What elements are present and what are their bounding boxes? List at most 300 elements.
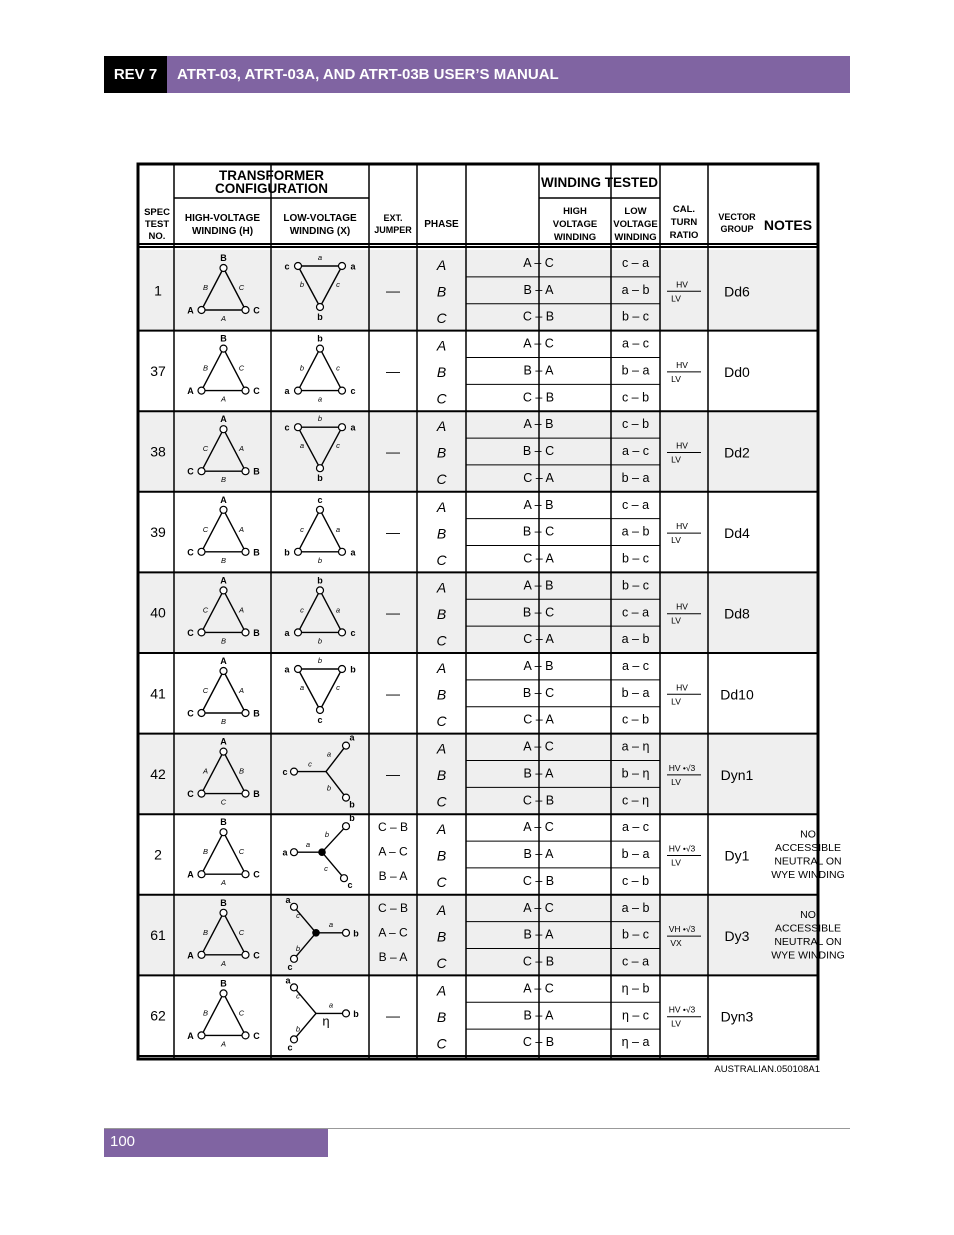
terminal-label: a <box>284 664 290 675</box>
table-row <box>138 495 818 573</box>
high-voltage-winding: B – A <box>523 363 554 378</box>
terminal <box>295 629 302 636</box>
terminal <box>242 1032 249 1039</box>
terminal-label: c <box>284 261 290 272</box>
low-voltage-winding: c – a <box>621 605 650 620</box>
terminal <box>220 426 227 433</box>
turn-ratio-numerator: HV <box>676 440 688 451</box>
terminal <box>198 871 205 878</box>
phase-label: A <box>436 337 447 354</box>
winding-label: A <box>220 1039 227 1049</box>
phase-label: A <box>436 901 447 918</box>
vector-group: Dyn1 <box>720 766 754 783</box>
ext-jumper: — <box>386 282 400 299</box>
terminal-label: B <box>220 817 227 828</box>
high-voltage-winding: B – C <box>522 444 555 459</box>
terminal-label: b <box>317 575 323 586</box>
low-voltage-winding: b – c <box>621 578 650 593</box>
terminal-label: B <box>220 978 227 989</box>
terminal <box>198 307 205 314</box>
terminal <box>220 587 227 594</box>
high-voltage-winding: C – B <box>522 954 555 969</box>
winding-label: B <box>202 1008 209 1018</box>
winding-label: A <box>202 766 209 776</box>
terminal <box>198 387 205 394</box>
terminal <box>339 263 346 270</box>
winding-label: c <box>308 759 312 769</box>
vector-group: Dd2 <box>724 444 750 461</box>
low-voltage-winding: a – c <box>621 659 650 673</box>
terminal-label: A <box>187 869 194 880</box>
low-voltage-winding: c – b <box>621 873 650 888</box>
terminal-label: b <box>284 547 290 558</box>
notes-text: WYE WINDING <box>771 949 845 962</box>
high-voltage-winding: B – C <box>522 524 555 539</box>
winding-label: C <box>202 605 209 615</box>
winding-label: A <box>220 394 227 404</box>
high-voltage-winding: C – B <box>522 309 555 324</box>
winding-label: C <box>238 927 245 937</box>
vector-group: Dd4 <box>724 525 750 542</box>
terminal-label: A <box>187 386 194 397</box>
terminal-label: A <box>220 494 227 505</box>
terminal <box>317 506 324 513</box>
turn-ratio-denominator: LV <box>671 696 681 707</box>
low-voltage-winding: b – a <box>621 363 650 378</box>
terminal-label: A <box>220 736 227 747</box>
phase-label: B <box>436 444 447 461</box>
turn-ratio-denominator: LV <box>671 293 681 304</box>
terminal <box>339 666 346 673</box>
header-spec: NO. <box>148 231 166 242</box>
turn-ratio-numerator: HV <box>676 682 688 693</box>
turn-ratio-denominator: LV <box>671 373 681 384</box>
high-voltage-winding: C – A <box>523 712 554 727</box>
terminal-label: c <box>287 1042 293 1053</box>
header-spec: TEST <box>144 219 170 230</box>
terminal <box>291 903 298 910</box>
terminal-label: b <box>349 799 355 810</box>
turn-ratio-numerator: HV <box>676 601 688 612</box>
turn-ratio-numerator: HV •√3 <box>668 762 696 773</box>
table-row <box>138 813 845 895</box>
terminal-label: B <box>253 466 260 477</box>
winding-label: a <box>317 253 323 262</box>
header-ext-jumper: EXT. <box>383 213 403 223</box>
high-voltage-winding: C – B <box>522 873 555 888</box>
terminal <box>343 823 350 830</box>
winding-label: c <box>296 991 300 1001</box>
phase-label: B <box>436 283 447 300</box>
winding-label: a <box>328 919 334 929</box>
winding-label: b <box>326 783 332 793</box>
revision-label: REV 7 <box>104 56 167 93</box>
terminal-label: c <box>350 386 356 397</box>
high-voltage-winding: B – A <box>523 282 554 297</box>
ext-jumper: C – B <box>377 900 409 915</box>
winding-label: b <box>324 830 330 840</box>
low-voltage-winding: b – a <box>621 847 650 862</box>
winding-label: c <box>300 524 304 534</box>
winding-label: A <box>238 524 245 534</box>
winding-label: a <box>317 394 323 404</box>
page-number: 100 <box>104 1129 328 1157</box>
winding-label: B <box>202 927 209 937</box>
vector-group: Dd10 <box>720 686 754 703</box>
neutral-label: η <box>322 1013 330 1029</box>
notes-text: ACCESSIBLE <box>775 922 841 935</box>
terminal-label: B <box>220 253 227 263</box>
winding-label: B <box>202 847 209 857</box>
spec-test-number: 42 <box>150 765 166 782</box>
low-voltage-winding: c – b <box>621 712 650 727</box>
terminal-label: C <box>187 708 194 719</box>
low-voltage-winding: η – c <box>621 1008 650 1023</box>
neutral-point <box>318 848 326 856</box>
header-cal-turn-ratio: TURN <box>670 217 698 228</box>
winding-label: C <box>202 686 209 695</box>
winding-label: B <box>202 363 209 373</box>
table-row <box>138 975 818 1056</box>
winding-label: A <box>238 686 245 695</box>
low-voltage-winding: c – b <box>621 417 650 432</box>
terminal-label: C <box>253 950 260 961</box>
low-voltage-winding: b – c <box>621 551 650 566</box>
terminal-label: c <box>317 494 323 505</box>
high-voltage-winding: B – A <box>523 1008 554 1023</box>
turn-ratio-denominator: VX <box>670 938 682 949</box>
terminal-label: A <box>187 305 194 316</box>
phase-label: A <box>436 579 447 596</box>
header-high-voltage: WINDING <box>553 232 597 243</box>
terminal-label: A <box>187 1030 194 1041</box>
ext-jumper: A – C <box>378 925 408 940</box>
winding-label: C <box>238 1008 245 1018</box>
winding-label: C <box>238 363 245 373</box>
terminal <box>295 263 302 270</box>
ext-jumper: C – B <box>377 820 409 835</box>
terminal <box>242 548 249 555</box>
turn-ratio-numerator: HV •√3 <box>668 843 696 854</box>
winding-label: c <box>296 910 300 920</box>
high-voltage-winding: B – A <box>523 847 554 862</box>
terminal-label: a <box>350 422 356 433</box>
turn-ratio-numerator: HV <box>676 521 688 532</box>
terminal-label: a <box>282 847 288 858</box>
terminal <box>220 990 227 997</box>
vector-group: Dy1 <box>724 847 750 864</box>
terminal-label: c <box>317 715 323 725</box>
winding-label: b <box>295 943 301 953</box>
winding-label: c <box>336 363 340 373</box>
phase-label: B <box>436 525 447 542</box>
high-voltage-winding: C – A <box>523 551 554 566</box>
winding-label: C <box>220 797 227 807</box>
terminal-label: c <box>282 767 288 778</box>
low-voltage-winding: b – c <box>621 927 650 942</box>
header-high-voltage: VOLTAGE <box>552 219 598 230</box>
spec-test-number: 40 <box>150 604 166 621</box>
terminal <box>295 666 302 673</box>
turn-ratio-denominator: LV <box>671 776 681 787</box>
phase-label: C <box>436 310 447 326</box>
phase-label: C <box>436 632 447 649</box>
header-ext-jumper: JUMPER <box>374 225 412 235</box>
winding-label: a <box>335 605 341 615</box>
phase-label: C <box>436 551 447 568</box>
spec-test-number: 2 <box>154 846 162 863</box>
terminal-label: C <box>187 789 194 800</box>
high-voltage-winding: C – B <box>522 390 555 405</box>
terminal <box>220 909 227 916</box>
terminal <box>295 548 302 555</box>
table-row <box>138 656 818 734</box>
header-phase: PHASE <box>424 219 459 230</box>
ext-jumper: — <box>386 362 400 379</box>
terminal <box>295 424 302 431</box>
table-row <box>138 334 818 412</box>
low-voltage-winding: c – a <box>621 954 650 969</box>
phase-label: A <box>436 418 447 435</box>
terminal <box>220 506 227 513</box>
winding-label: A <box>220 878 227 888</box>
winding-label: b <box>299 363 305 373</box>
high-voltage-winding: A – C <box>523 739 554 754</box>
terminal-label: a <box>349 732 355 743</box>
terminal-label: c <box>287 961 293 972</box>
terminal-label: C <box>253 386 260 397</box>
turn-ratio-denominator: LV <box>671 535 681 546</box>
ext-jumper: — <box>386 685 400 702</box>
terminal-label: A <box>187 950 194 961</box>
winding-label: B <box>220 475 227 485</box>
terminal-label: a <box>285 975 291 986</box>
terminal <box>242 790 249 797</box>
spec-test-number: 38 <box>150 443 166 460</box>
winding-label: B <box>220 717 227 726</box>
terminal-label: A <box>220 414 227 425</box>
phase-label: B <box>436 767 447 784</box>
phase-label: C <box>436 874 447 891</box>
winding-label: A <box>238 444 245 454</box>
winding-label: b <box>317 656 323 665</box>
high-voltage-winding: A – C <box>523 820 554 835</box>
terminal <box>242 710 249 717</box>
terminal-label: a <box>284 627 290 638</box>
low-voltage-winding: c – η <box>621 793 650 808</box>
terminal <box>295 387 302 394</box>
terminal <box>343 929 350 936</box>
terminal-label: A <box>220 575 227 586</box>
terminal <box>198 1032 205 1039</box>
phase-label: C <box>436 1035 447 1052</box>
low-voltage-winding: a – b <box>621 900 650 915</box>
terminal-label: a <box>284 386 290 397</box>
winding-label: a <box>299 441 305 451</box>
winding-label: a <box>335 524 341 534</box>
vector-group: Dyn3 <box>720 1008 754 1025</box>
neutral-point <box>312 929 320 937</box>
manual-title: ATRT-03, ATRT-03A, AND ATRT-03B USER’S MANUAL <box>167 56 850 93</box>
winding-label: C <box>238 847 245 857</box>
terminal <box>343 742 350 749</box>
terminal-label: b <box>349 813 355 824</box>
phase-label: A <box>436 821 447 838</box>
winding-label: c <box>324 864 328 874</box>
winding-label: C <box>202 444 209 454</box>
header-hv-winding: WINDING (H) <box>191 226 254 237</box>
high-voltage-winding: C – A <box>523 470 554 485</box>
spec-test-number: 41 <box>150 685 166 702</box>
winding-label: B <box>238 766 245 776</box>
terminal-label: b <box>350 664 356 675</box>
terminal-label: b <box>317 312 323 322</box>
terminal <box>291 984 298 991</box>
high-voltage-winding: A – C <box>523 900 554 915</box>
spec-test-number: 61 <box>150 927 166 944</box>
ext-jumper: — <box>386 443 400 460</box>
notes-text: ACCESSIBLE <box>775 842 841 854</box>
low-voltage-winding: η – a <box>621 1035 650 1050</box>
turn-ratio-numerator: HV •√3 <box>668 1004 696 1015</box>
vector-group: Dd8 <box>724 605 750 622</box>
terminal <box>220 748 227 755</box>
terminal <box>220 345 227 352</box>
high-voltage-winding: B – A <box>523 766 554 781</box>
terminal-label: C <box>253 869 260 880</box>
high-voltage-winding: A – B <box>523 417 554 432</box>
ext-jumper: B – A <box>378 869 408 884</box>
notes-text: WYE WINDING <box>771 869 845 881</box>
high-voltage-winding: C – B <box>522 1035 555 1050</box>
high-voltage-winding: A – B <box>523 578 554 593</box>
phase-label: C <box>436 793 447 810</box>
terminal <box>242 951 249 958</box>
terminal <box>220 668 227 675</box>
winding-label: a <box>328 1000 334 1010</box>
header-low-voltage: VOLTAGE <box>613 219 658 230</box>
winding-label: b <box>317 555 323 565</box>
terminal <box>339 424 346 431</box>
phase-label: B <box>436 605 447 622</box>
winding-label: c <box>336 280 340 289</box>
phase-label: B <box>436 847 447 864</box>
terminal-label: B <box>220 333 227 344</box>
high-voltage-winding: A – C <box>523 981 554 996</box>
terminal-label: B <box>253 627 260 638</box>
terminal <box>343 1010 350 1017</box>
spec-test-number: 62 <box>150 1007 166 1024</box>
winding-label: B <box>202 283 209 292</box>
high-voltage-winding: B – C <box>522 605 555 620</box>
terminal <box>242 307 249 314</box>
turn-ratio-denominator: LV <box>671 615 681 626</box>
high-voltage-winding: C – A <box>523 632 554 647</box>
spec-test-number: 39 <box>150 524 166 541</box>
turn-ratio-denominator: LV <box>671 454 681 465</box>
low-voltage-winding: a – c <box>621 444 650 459</box>
phase-label: B <box>436 364 447 381</box>
terminal-label: B <box>220 897 227 908</box>
turn-ratio-numerator: HV <box>676 359 688 370</box>
figure-id: AUSTRALIAN.050108A1 <box>714 1064 820 1075</box>
notes-text: NO <box>800 909 816 922</box>
phase-label: C <box>436 713 447 729</box>
phase-label: A <box>436 982 447 999</box>
vector-group: Dy3 <box>724 928 750 945</box>
terminal <box>242 871 249 878</box>
header-lv-winding: WINDING (X) <box>289 226 351 237</box>
terminal <box>339 548 346 555</box>
winding-label: c <box>336 441 340 451</box>
header-spec: SPEC <box>144 207 170 218</box>
low-voltage-winding: a – b <box>621 632 650 647</box>
low-voltage-winding: c – b <box>621 390 650 405</box>
terminal <box>341 875 348 882</box>
high-voltage-winding: A – B <box>523 659 554 673</box>
terminal <box>198 468 205 475</box>
spec-test-number: 37 <box>150 362 166 379</box>
header-vector-group: VECTOR <box>718 212 756 222</box>
winding-label: a <box>305 840 311 850</box>
terminal <box>198 710 205 717</box>
header-cal-turn-ratio: RATIO <box>669 230 699 241</box>
terminal-label: b <box>317 473 323 484</box>
header-transformer-config: CONFIGURATION <box>215 181 328 196</box>
terminal-label: c <box>347 880 353 891</box>
ext-jumper: A – C <box>378 844 408 859</box>
high-voltage-winding: C – B <box>522 793 555 808</box>
winding-label: a <box>299 683 305 692</box>
terminal-label: a <box>350 261 356 272</box>
terminal-label: a <box>350 547 356 558</box>
low-voltage-winding: a – c <box>621 820 650 835</box>
phase-label: C <box>436 390 447 407</box>
low-voltage-winding: a – η <box>621 739 650 754</box>
terminal <box>317 465 324 472</box>
winding-label: c <box>336 683 340 692</box>
terminal-label: C <box>253 305 260 316</box>
low-voltage-winding: b – η <box>621 766 650 781</box>
low-voltage-winding: a – b <box>621 524 650 539</box>
terminal <box>291 768 298 775</box>
high-voltage-winding: A – C <box>523 336 554 351</box>
ext-jumper: — <box>386 1007 400 1024</box>
terminal-label: C <box>187 627 194 638</box>
terminal <box>220 829 227 836</box>
header-winding-tested: WINDING TESTED <box>541 175 658 190</box>
low-voltage-winding: a – b <box>621 282 650 297</box>
high-voltage-winding: A – B <box>523 497 554 512</box>
high-voltage-winding: A – C <box>523 256 554 270</box>
winding-label: a <box>326 749 332 759</box>
header-high-voltage: HIGH <box>563 206 587 217</box>
terminal-label: B <box>253 547 260 558</box>
winding-label: A <box>238 605 245 615</box>
winding-label: B <box>220 555 227 565</box>
phase-label: A <box>436 660 447 676</box>
header-vector-group: GROUP <box>720 224 754 234</box>
terminal-label: B <box>253 708 260 719</box>
terminal <box>198 548 205 555</box>
low-voltage-winding: c – a <box>621 256 650 270</box>
header-transformer-config: TRANSFORMER <box>219 168 324 183</box>
vector-group: Dd0 <box>724 363 750 380</box>
header-cal-turn-ratio: CAL. <box>672 204 696 215</box>
low-voltage-winding: b – a <box>621 685 650 700</box>
winding-label: b <box>299 280 305 289</box>
ext-jumper: — <box>386 765 400 782</box>
